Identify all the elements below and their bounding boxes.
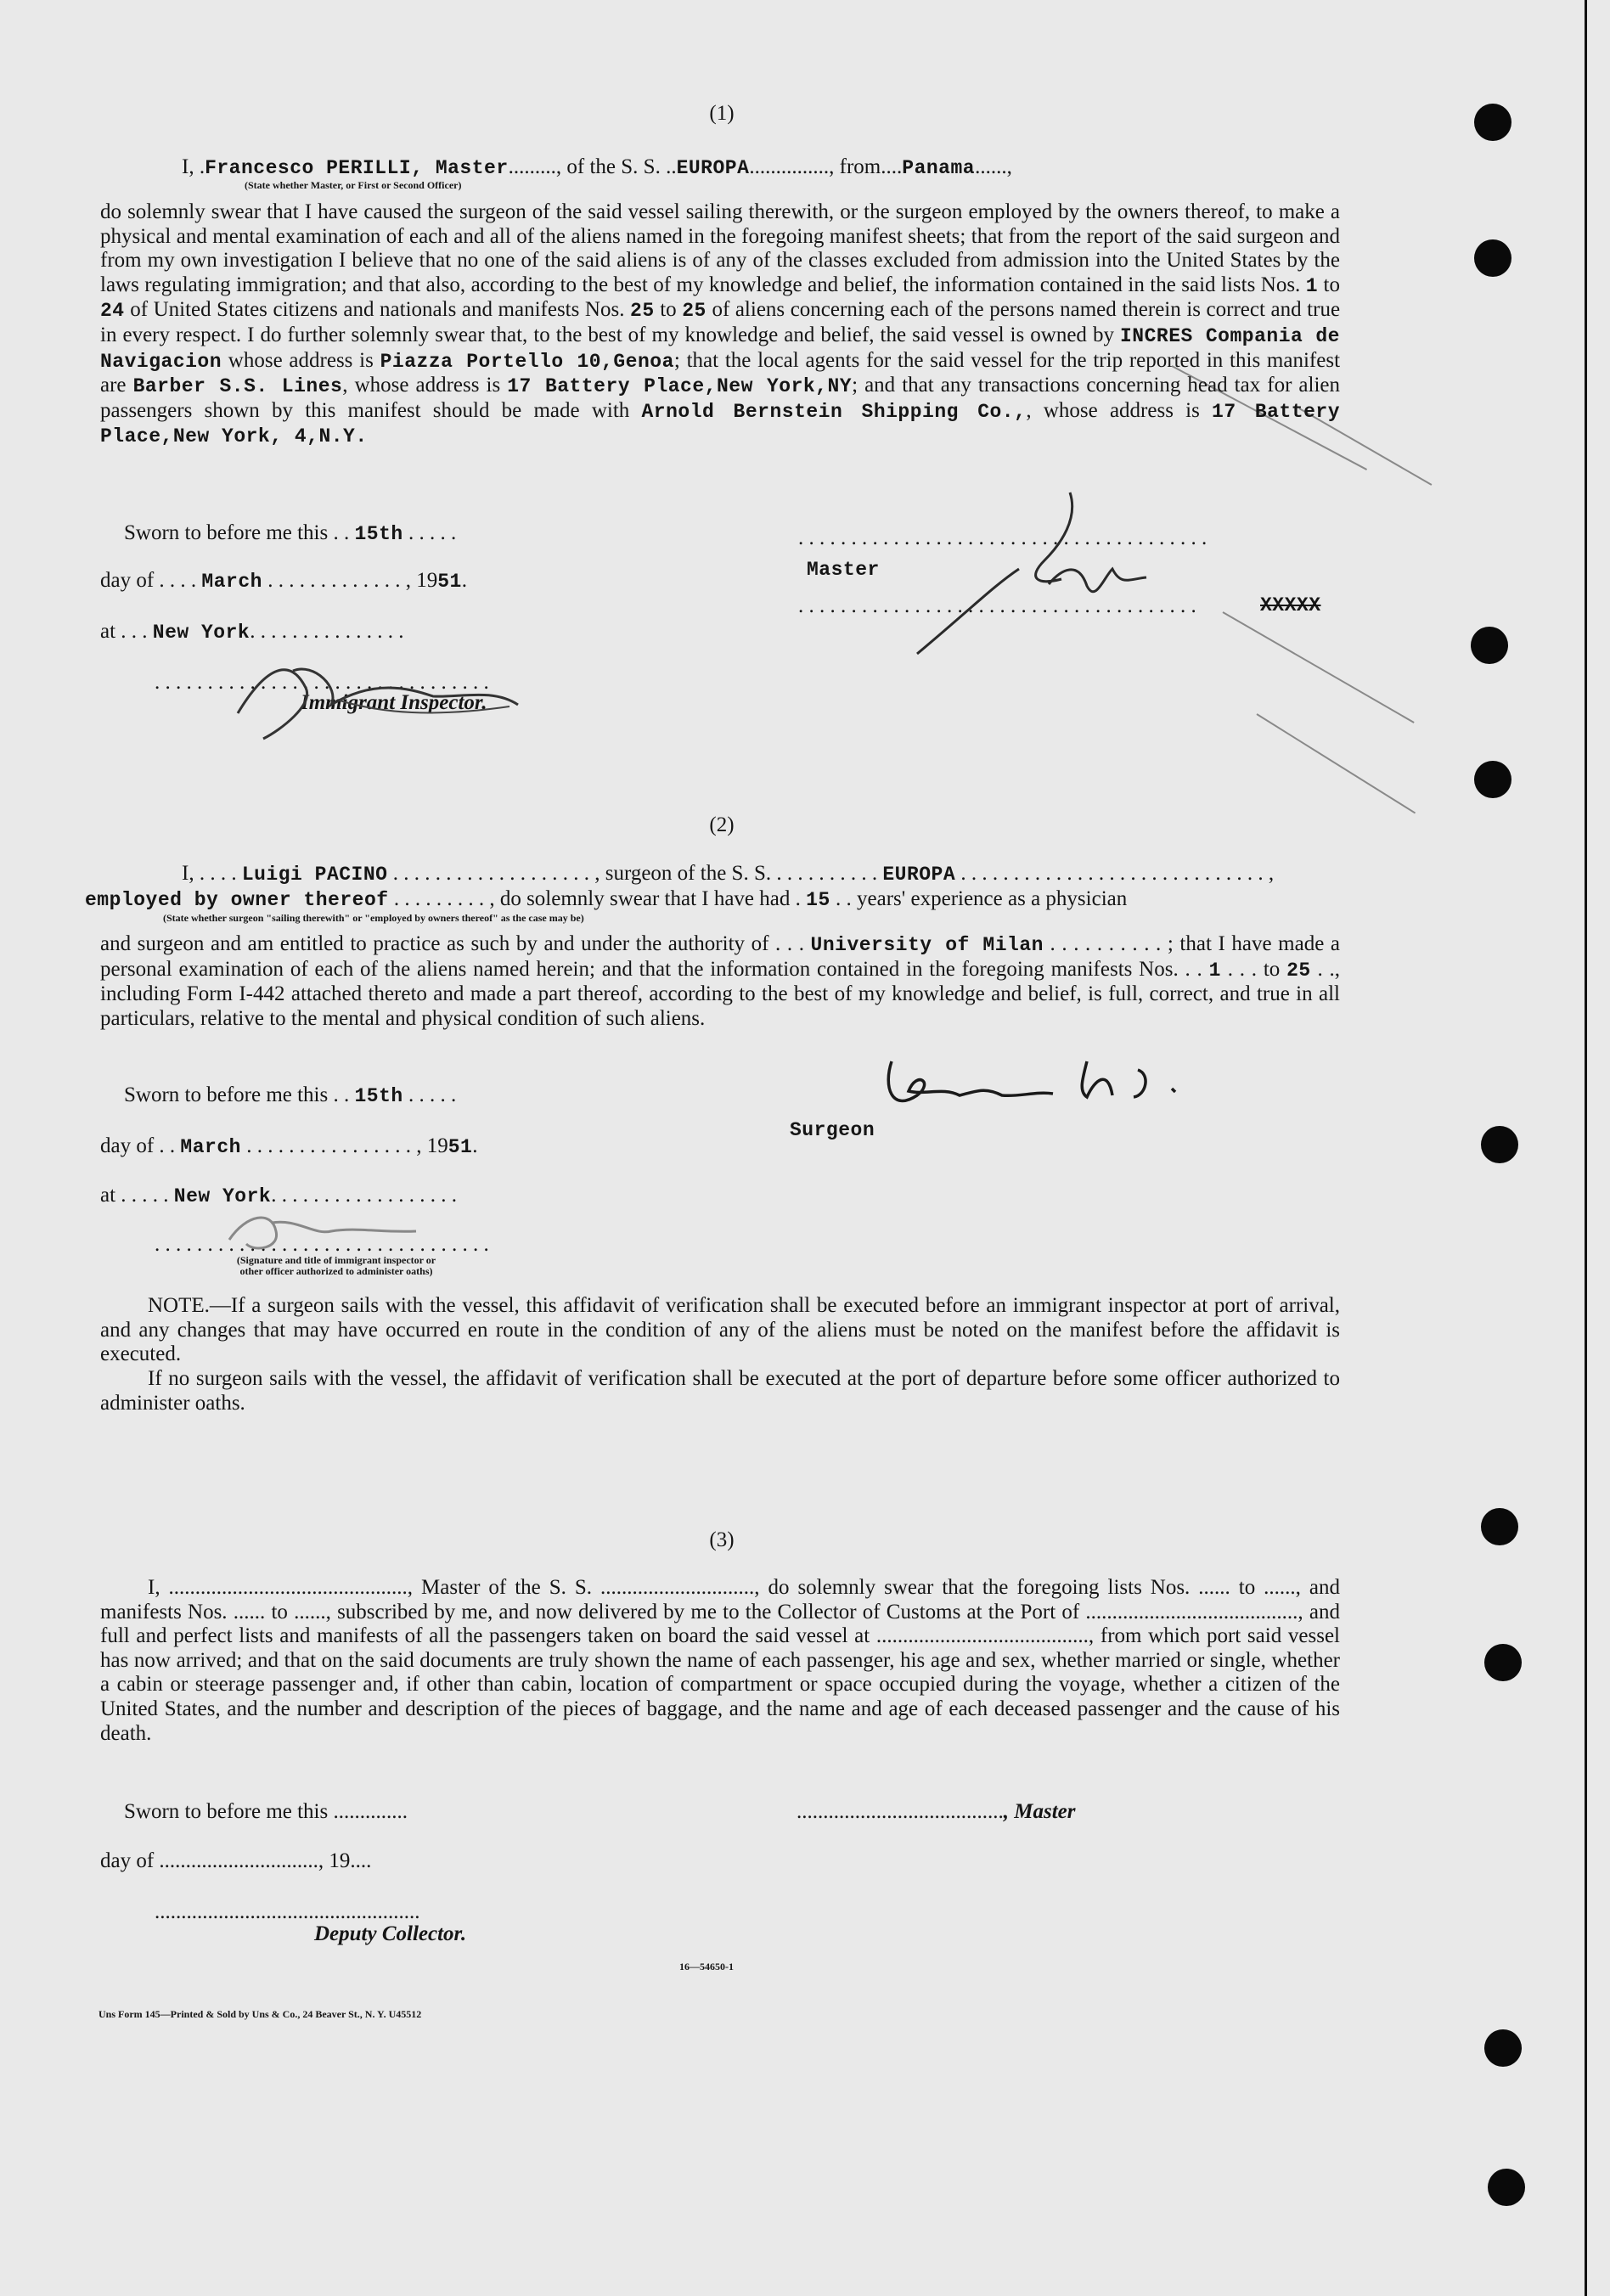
master-name: Francesco PERILLI, Master	[205, 157, 509, 179]
practice-authority: University of Milan	[810, 934, 1044, 956]
deputy-signature-dots: ..................................................	[155, 1900, 420, 1923]
sworn-day: 15th	[354, 523, 403, 545]
punch-hole-1	[1474, 104, 1511, 141]
oath-text: of aliens concerning each of the persons named therein is correct and true in every respect. I do further solemnly swear that, to the best of my knowledge and belief, the said vessel is owned by	[100, 298, 1341, 346]
dots: .......................................	[797, 1800, 1004, 1823]
punch-hole-8	[1484, 2029, 1522, 2067]
officer-signature-note	[149, 1255, 523, 1277]
agents-address: 17 Battery Place,New York,NY	[507, 375, 853, 398]
dots: .	[199, 155, 205, 178]
surgeon-employment: employed by owner thereof	[85, 889, 389, 911]
day-of-label: day of	[100, 569, 155, 592]
sworn-label: Sworn to before me this	[124, 1800, 329, 1823]
year-prefix: , 19	[405, 569, 438, 592]
master-signature-line-3	[797, 1800, 1075, 1824]
sworn-place: New York	[152, 622, 251, 644]
ship-name: EUROPA	[676, 157, 750, 179]
text-surgeon-of-ss: , surgeon of the S. S.	[594, 862, 772, 885]
surgeon-signature	[866, 1044, 1223, 1121]
oath-text: do solemnly swear that I have caused the surgeon of the said vessel sailing therewith, or the surgeon employed by the owners thereof, to make a physical and mental examination of each and all of the aliens named in the foregoing manifest sheets; that from the report of the said surgeon and from my own investigation I believe that no one of the said aliens is of any of the classes excluded from admission into the United States by the laws regulating immigration; and that also, according to the best of my knowledge and belief, the information contained in the said lists Nos.	[100, 200, 1340, 296]
oath-text: , whose address is	[1026, 398, 1200, 422]
master-oath-paragraph: do solemnly swear that I have caused the surgeon of the said vessel sailing therewith, or the surgeon employed by the owners thereof, to make a physical and mental examination of each and all of the aliens named in the foregoing manifest sheets; that from the report of the said surgeon and from my own investigation I believe that no one of the said aliens is of any of the classes excluded from admission into the United States by the laws regulating immigration; and that also, according to the best of my knowledge and belief, the information contained in the said lists Nos. 1 to 24 of United States citizens and nationals and manifests Nos. 25 to 25 of aliens concerning each of the persons named therein is correct and true in every respect. I do further solemnly swear that, to the best of my knowledge and belief, the said vessel is owned by INCRES Compania de Navigacion whose address is Piazza Portello 10,Genoa; that the local agents for the said vessel for the trip reported in this manifest are Barber S.S. Lines, whose address is 17 Battery Place,New York,NY; and that any transactions concerning head tax for alien passengers shown by this manifest should be made with Arnold Bernstein Shipping Co.,, whose address is 17 Battery Place,New York, 4,N.Y.	[100, 200, 1341, 448]
dots: ...............	[749, 155, 830, 178]
sworn-place-1: at . . . New York. . . . . . . . . . . . . . .	[100, 620, 404, 644]
sworn-date-3: day of .............................., 19....	[100, 1849, 372, 1872]
sworn-label: Sworn to before me this	[124, 521, 329, 544]
sworn-year: 51	[437, 571, 462, 593]
head-tax-agent-address: 17 Battery Place,New York, 4,N.Y.	[100, 400, 1340, 448]
sworn-date-2: day of . . March . . . . . . . . . . . . . . . . , 1951.	[100, 1134, 478, 1158]
text-i: I,	[182, 155, 194, 178]
sworn-line-3	[124, 1800, 408, 1824]
owner-address: Piazza Portello 10,Genoa	[380, 350, 674, 373]
citizen-lists-from: 1	[1305, 274, 1319, 297]
master-signature-dots-top: . . . . . . . . . . . . . . . . . . . . . . . . . . . . . . . . . . . . . . .	[798, 526, 1208, 549]
scratch-mark	[1256, 713, 1416, 813]
surgeon-label: Surgeon	[790, 1119, 875, 1141]
master-label: Master	[807, 559, 880, 581]
swear-text: , do solemnly swear that I have had	[489, 887, 791, 910]
surgeon-employment-note: (State whether surgeon "sailing therewith" or "employed by owners thereof" as the case may be)	[163, 912, 584, 924]
punch-hole-2	[1474, 239, 1511, 277]
oath-text: and surgeon and am entitled to practice as such by and under the authority of	[100, 932, 769, 955]
dots: ..............	[333, 1800, 408, 1823]
signature-note-line: (Signature and title of immigrant inspector or	[236, 1254, 436, 1266]
dots: .........	[508, 155, 556, 178]
officer-signature	[212, 1197, 433, 1257]
surgeon-manifests-from: 1	[1208, 959, 1221, 982]
oath-text: , including Form I-442 attached thereto and made a part thereof, according to the best of my knowledge and belief, is full, correct, and true in all particulars, relative to the mental and physical condition of such aliens.	[100, 957, 1341, 1030]
oath-text: whose address is	[354, 374, 501, 397]
text-of-the-ss: , of the S. S.	[555, 155, 661, 178]
inspector-signature	[212, 637, 535, 747]
surgeon-oath-first-line: I, . . . . Luigi PACINO . . . . . . . . . . . . . . . . . . . , surgeon of the S. S. . . . . . . . . . . EUROPA . . . . . . . . . . . . . . . . . . . . . . . . . . . . . ,	[182, 862, 1275, 886]
sworn-line-2: Sworn to before me this . . 15th . . . . .	[124, 1083, 457, 1107]
departure-port: Panama	[902, 157, 976, 179]
surgeon-oath-paragraph: and surgeon and am entitled to practice as such by and under the authority of . . . University of Milan . . . . . . . . . . ; that I have made a personal examination of each of the aliens named herein; and that the information contained in the foregoing manifests Nos. . . 1 . . . to 25 . ., including Form I-442 attached thereto and made a part thereof, according to the best of my knowledge and belief, is full, correct, and true in all particulars, relative to the mental and physical condition of such aliens.	[100, 932, 1341, 1030]
at-label: at	[100, 1184, 116, 1207]
oath-text: whose address is	[228, 348, 374, 372]
at-label: at	[100, 620, 116, 643]
text-from: , from....	[829, 155, 903, 178]
punch-hole-7	[1484, 1644, 1522, 1681]
oath-text: that the local agents for the said vessel for the trip reported in this manifest are	[100, 348, 1341, 397]
note-paragraph-1: NOTE.—If a surgeon sails with the vessel, this affidavit of verification shall be executed before an immigrant inspector at port of arrival, and any changes that may have occurred en route in the condition of any of the aliens must be noted on the manifest before the affidavit is executed.	[100, 1294, 1340, 1366]
sworn-label: Sworn to before me this	[124, 1083, 329, 1106]
surgeon-ship-name: EUROPA	[882, 864, 956, 886]
section-2-number: (2)	[709, 813, 735, 836]
citizen-lists-to: 24	[100, 300, 125, 323]
surgeon-manifests-to: 25	[1286, 959, 1311, 982]
master-label: , Master	[1003, 1800, 1076, 1823]
dots: ......,	[975, 155, 1012, 178]
punch-hole-5	[1481, 1126, 1518, 1163]
years-experience: 15	[806, 889, 830, 911]
sworn-month: March	[180, 1136, 241, 1158]
note-paragraph-2: If no surgeon sails with the vessel, the affidavit of verification shall be executed at the port of departure before some officer authorized to administer oaths.	[100, 1367, 1340, 1415]
alien-manifests-to: 25	[682, 300, 706, 323]
years-text: years' experience as a physician	[857, 887, 1128, 910]
section-3-number: (3)	[709, 1528, 735, 1551]
section-1-number: (1)	[709, 102, 735, 125]
sworn-place-2: at . . . . . New York. . . . . . . . . . . . . . . . . .	[100, 1184, 457, 1207]
vessel-owner: INCRES Compania de Navigacion	[100, 324, 1340, 373]
immigrant-inspector-label: Immigrant Inspector.	[301, 691, 487, 714]
punch-hole-4	[1474, 761, 1511, 798]
master-signature	[866, 484, 1223, 679]
text-i: I,	[182, 862, 194, 885]
sworn-line-1: Sworn to before me this . . 15th . . . . .	[124, 521, 457, 545]
punch-hole-3	[1471, 627, 1508, 664]
surgeon-employment-line: employed by owner thereof . . . . . . . . . , do solemnly swear that I have had . 15 . . years' experience as a physician	[85, 887, 1128, 911]
master-oath-first-line	[182, 155, 1012, 180]
deputy-collector-label: Deputy Collector.	[314, 1922, 467, 1945]
officer-signature-dots: . . . . . . . . . . . . . . . . . . . . . . . . . . . . . . . .	[155, 1233, 489, 1256]
master-signature-dots-bottom: . . . . . . . . . . . . . . . . . . . . . . . . . . . . . . . . . . . . . .	[798, 594, 1196, 617]
oath-text: that I have made a personal examination of each of the aliens named herein; and that the information contained in the foregoing manifests Nos.	[100, 932, 1341, 981]
punch-hole-6	[1481, 1508, 1518, 1545]
scratch-mark	[1223, 611, 1415, 723]
punch-hole-9	[1488, 2169, 1525, 2206]
struck-out-text: XXXXX	[1260, 594, 1321, 616]
oath-text: of United States citizens and nationals and manifests Nos.	[130, 298, 625, 322]
inspector-signature-dots: . . . . . . . . . . . . . . . . . . . . . . . . . . . . . . . .	[155, 671, 489, 694]
year-prefix: , 19	[416, 1134, 448, 1157]
dots: ..	[666, 155, 677, 178]
sworn-date-1: day of . . . . March . . . . . . . . . . . . . , 1951.	[100, 569, 468, 593]
oath-text: ; and that any transactions concerning head tax for alien passengers shown by this manifest should be made with	[100, 374, 1341, 422]
form-code: 16—54650-1	[679, 1961, 734, 1972]
sworn-month: March	[201, 571, 262, 593]
page-edge-line	[1585, 0, 1587, 2296]
collector-oath-paragraph: I, ............................................., Master of the S. S. ............................., do solemnly swear that the foregoing lists Nos. ...... to ......, and manifests Nos. ...... to ......, subscribed by me, and now delivered by me to the Collector of Customs at the Port of ........................................, and full and perfect lists and manifests of all the passengers taken on board the said vessel at ........................................, from which port said vessel has now arrived; and that on the said documents are truly shown the name of each passenger, his age and sex, whether married or single, whether a cabin or steerage passenger and, if other than cabin, location of compartment or space occupied during the voyage, whether a citizen of the United States, and the number and description of the pieces of baggage, and the name and age of each deceased passenger and the cause of his death.	[100, 1576, 1340, 1745]
local-agents: Barber S.S. Lines	[132, 375, 343, 398]
sworn-place: New York	[173, 1185, 272, 1207]
day-of-label: day of	[100, 1134, 155, 1157]
master-title-note: (State whether Master, or First or Second Officer)	[245, 179, 462, 191]
sworn-day: 15th	[354, 1085, 403, 1107]
sworn-year: 51	[448, 1136, 473, 1158]
alien-manifests-from: 25	[630, 300, 655, 323]
printer-footer: Uns Form 145—Printed & Sold by Uns & Co., 24 Beaver St., N. Y. U45512	[99, 2008, 422, 2020]
signature-note-line: other officer authorized to administer oaths)	[239, 1265, 433, 1277]
head-tax-agent: Arnold Bernstein Shipping Co.,	[641, 400, 1027, 423]
surgeon-name: Luigi PACINO	[241, 864, 388, 886]
